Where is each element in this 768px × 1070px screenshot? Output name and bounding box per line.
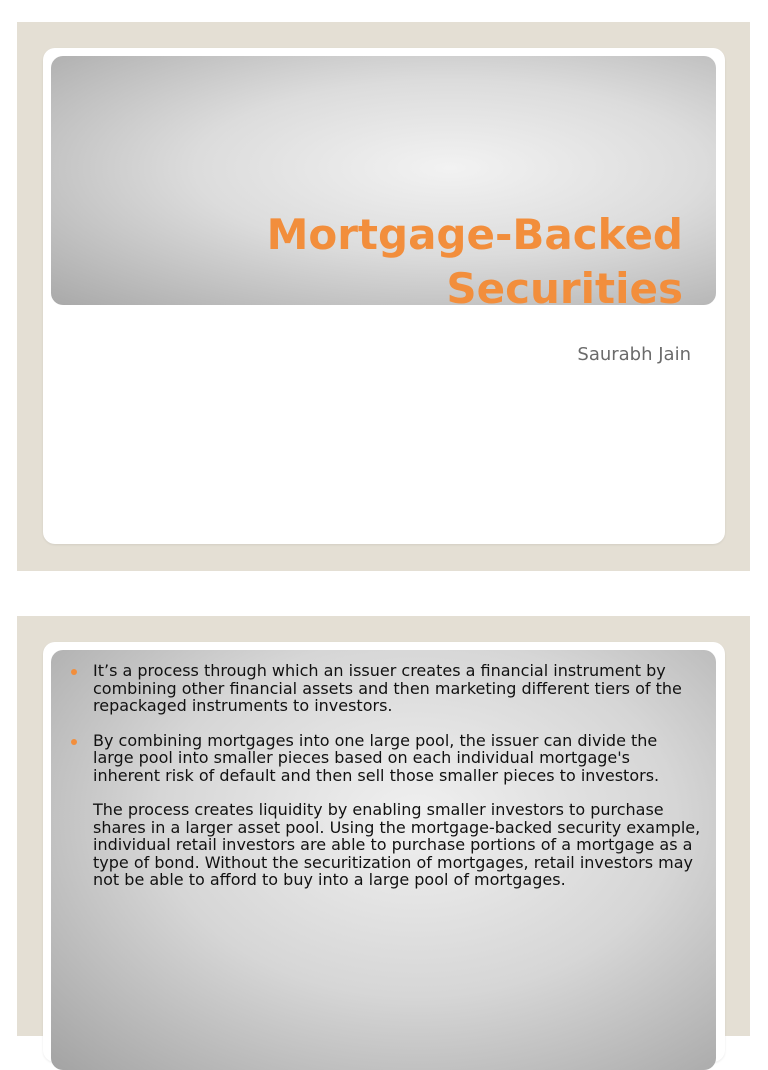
bullet-item (69, 662, 702, 715)
author-name: Saurabh Jain (577, 344, 691, 365)
bullet-dot-icon (71, 739, 77, 745)
bullet-text: By combining mortgages into one large pool, the issuer can divide the large pool into smaller pieces based on each individual mortgage's inherent risk of default and then sell those smaller pieces to investors. (93, 730, 660, 785)
slide-2-card (43, 642, 725, 1062)
slide-2 (17, 616, 750, 1036)
slide-1 (17, 22, 750, 571)
content-panel (51, 650, 716, 1070)
slide-1-card (43, 48, 725, 544)
bullet-dot-icon (71, 669, 77, 675)
bullet-continuation-paragraph: The process creates liquidity by enabling smaller investors to purchase shares in a larger asset pool. Using the mortgage-backed security example, individual retail investors are able to purchase portions of a mortgage as a type of bond. Without the securitization of mortgages, retail investors may not be able to afford to buy into a large pool of mortgages. (93, 800, 701, 889)
title-panel (51, 56, 716, 313)
slide-title-line-2: Securities (446, 264, 683, 313)
bullet-text: It’s a process through which an issuer creates a financial instrument by combining other financial assets and then marketing different tiers of the repackaged instruments to investors. (93, 661, 682, 715)
bullet-item (69, 732, 702, 785)
slide-title (267, 208, 683, 316)
bullet-list (69, 662, 702, 889)
slide-title-line-1: Mortgage-Backed (266, 210, 683, 259)
